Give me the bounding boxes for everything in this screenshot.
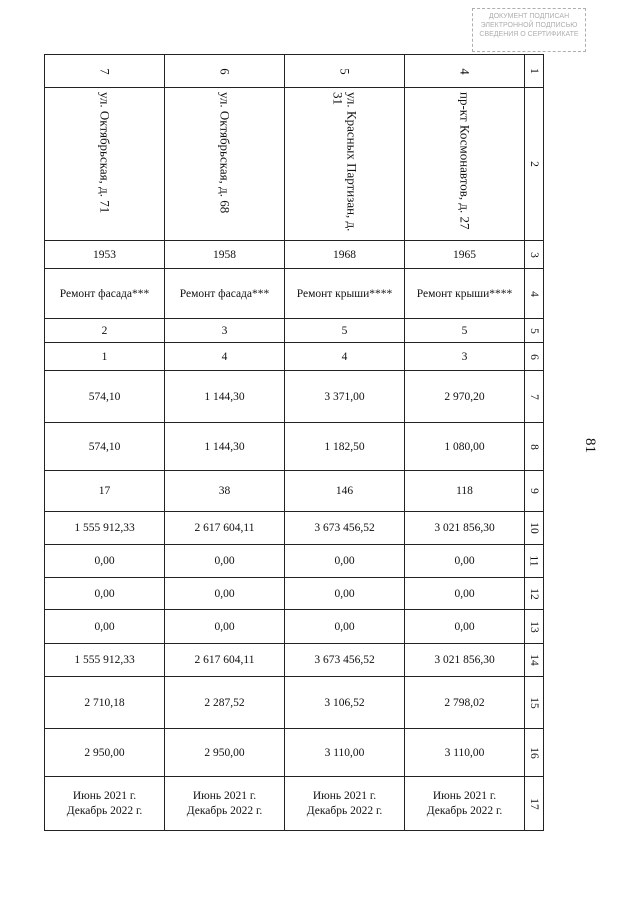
- table-row: [45, 545, 544, 578]
- table-cell: 1 555 912,33: [45, 644, 165, 677]
- period-cell: [285, 777, 405, 831]
- table-row: [45, 423, 544, 471]
- row-index: 13: [525, 610, 544, 644]
- row-index: 8: [525, 423, 544, 471]
- table-cell: 1 080,00: [405, 423, 525, 471]
- column-header: 6: [165, 55, 285, 88]
- table-row: [45, 578, 544, 610]
- table-row: [45, 610, 544, 644]
- row-index: 14: [525, 644, 544, 677]
- period-end: Декабрь 2022 г.: [426, 804, 503, 817]
- row-index: 17: [525, 777, 544, 831]
- table-row: [45, 88, 544, 241]
- table-cell: 1 144,30: [165, 371, 285, 423]
- stamp-line: СВЕДЕНИЯ О СЕРТИФИКАТЕ: [479, 31, 579, 38]
- table-cell: 17: [45, 471, 165, 512]
- work-type-cell: Ремонт крыши****: [405, 269, 525, 319]
- period-start: Июнь 2021 г.: [312, 789, 377, 802]
- table-cell: 146: [285, 471, 405, 512]
- table-cell: 0,00: [405, 610, 525, 644]
- address-cell: ул. Октябрьская, д. 71: [45, 88, 165, 241]
- table-cell: 1 144,30: [165, 423, 285, 471]
- table-cell: 3 673 456,52: [285, 512, 405, 545]
- table-cell: 0,00: [405, 578, 525, 610]
- row-index: 16: [525, 729, 544, 777]
- address-cell: ул. Красных Партизан, д. 31: [285, 88, 405, 241]
- period-end: Декабрь 2022 г.: [306, 804, 383, 817]
- table-cell: 0,00: [165, 545, 285, 578]
- page-number: 81: [582, 438, 598, 453]
- table-cell: 2 710,18: [45, 677, 165, 729]
- table-cell: 0,00: [405, 545, 525, 578]
- table-row: [45, 471, 544, 512]
- row-index: 4: [525, 269, 544, 319]
- table-cell: 0,00: [45, 545, 165, 578]
- table-cell: 2 798,02: [405, 677, 525, 729]
- table-cell: 3 110,00: [285, 729, 405, 777]
- table-cell: 1: [45, 343, 165, 371]
- table-cell: 574,10: [45, 423, 165, 471]
- year-cell: 1968: [285, 241, 405, 269]
- register-table: [44, 54, 544, 831]
- period-end: Декабрь 2022 г.: [186, 804, 263, 817]
- table-cell: 2 287,52: [165, 677, 285, 729]
- table-cell: 0,00: [285, 610, 405, 644]
- table-cell: 2: [45, 319, 165, 343]
- period-start: Июнь 2021 г.: [192, 789, 257, 802]
- stamp-line: ДОКУМЕНТ ПОДПИСАН: [488, 13, 570, 20]
- stamp-line: ЭЛЕКТРОННОЙ ПОДПИСЬЮ: [480, 22, 578, 29]
- table-cell: 4: [165, 343, 285, 371]
- table-cell: 118: [405, 471, 525, 512]
- table-cell: 0,00: [165, 578, 285, 610]
- year-cell: 1953: [45, 241, 165, 269]
- table-cell: 2 617 604,11: [165, 644, 285, 677]
- table-cell: 5: [405, 319, 525, 343]
- work-type-cell: Ремонт фасада***: [45, 269, 165, 319]
- table-cell: 0,00: [285, 578, 405, 610]
- table-cell: 5: [285, 319, 405, 343]
- row-index: 2: [525, 88, 544, 241]
- table-row: [45, 677, 544, 729]
- row-index: 10: [525, 512, 544, 545]
- table-cell: 0,00: [45, 578, 165, 610]
- row-index: 9: [525, 471, 544, 512]
- address-cell: пр-кт Космонавтов, д. 27: [405, 88, 525, 241]
- row-index: 15: [525, 677, 544, 729]
- period-start: Июнь 2021 г.: [72, 789, 137, 802]
- period-cell: [165, 777, 285, 831]
- row-index: 11: [525, 545, 544, 578]
- signature-stamp: [472, 8, 586, 52]
- column-header: 5: [285, 55, 405, 88]
- column-header: 7: [45, 55, 165, 88]
- table-cell: 3 021 856,30: [405, 512, 525, 545]
- table-row: [45, 241, 544, 269]
- table-row: [45, 371, 544, 423]
- address-cell: ул. Октябрьская, д. 68: [165, 88, 285, 241]
- period-start: Июнь 2021 г.: [432, 789, 497, 802]
- column-header: 4: [405, 55, 525, 88]
- table-cell: 3: [165, 319, 285, 343]
- table-row: [45, 644, 544, 677]
- period-cell: [45, 777, 165, 831]
- table-cell: 3 106,52: [285, 677, 405, 729]
- table-cell: 2 617 604,11: [165, 512, 285, 545]
- table-row: [45, 343, 544, 371]
- table-cell: 2 950,00: [165, 729, 285, 777]
- row-index: 1: [525, 55, 544, 88]
- row-index: 7: [525, 371, 544, 423]
- table-cell: 574,10: [45, 371, 165, 423]
- row-index: 12: [525, 578, 544, 610]
- table-cell: 0,00: [285, 545, 405, 578]
- period-end: Декабрь 2022 г.: [66, 804, 143, 817]
- row-index: 5: [525, 319, 544, 343]
- table-cell: 3 110,00: [405, 729, 525, 777]
- table-cell: 0,00: [45, 610, 165, 644]
- table-cell: 2 970,20: [405, 371, 525, 423]
- table-row: [45, 512, 544, 545]
- period-cell: [405, 777, 525, 831]
- year-cell: 1965: [405, 241, 525, 269]
- table-cell: 0,00: [165, 610, 285, 644]
- row-index: 3: [525, 241, 544, 269]
- table-row: [45, 55, 544, 88]
- work-type-cell: Ремонт фасада***: [165, 269, 285, 319]
- table-cell: 3 371,00: [285, 371, 405, 423]
- table-cell: 2 950,00: [45, 729, 165, 777]
- table-cell: 3 021 856,30: [405, 644, 525, 677]
- table-cell: 3 673 456,52: [285, 644, 405, 677]
- table-cell: 1 182,50: [285, 423, 405, 471]
- table-cell: 4: [285, 343, 405, 371]
- table-row: [45, 269, 544, 319]
- year-cell: 1958: [165, 241, 285, 269]
- table-row: [45, 319, 544, 343]
- table-row: [45, 777, 544, 831]
- row-index: 6: [525, 343, 544, 371]
- table-cell: 3: [405, 343, 525, 371]
- table-cell: 38: [165, 471, 285, 512]
- table-cell: 1 555 912,33: [45, 512, 165, 545]
- table-row: [45, 729, 544, 777]
- work-type-cell: Ремонт крыши****: [285, 269, 405, 319]
